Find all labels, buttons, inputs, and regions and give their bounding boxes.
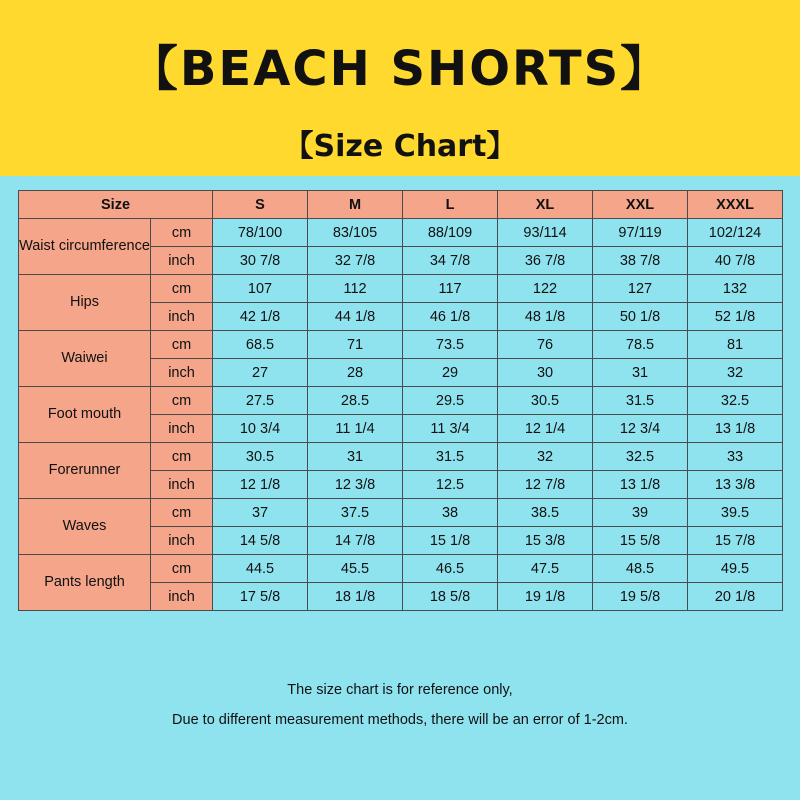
value-cell: 15 3/8 [498,527,593,555]
value-cell: 31.5 [403,443,498,471]
value-cell: 12 3/8 [308,471,403,499]
header-cell-size-s: S [213,191,308,219]
unit-cell-cm: cm [151,499,213,527]
value-cell: 45.5 [308,555,403,583]
value-cell: 18 1/8 [308,583,403,611]
value-cell: 39 [593,499,688,527]
unit-cell-inch: inch [151,247,213,275]
value-cell: 88/109 [403,219,498,247]
value-cell: 36 7/8 [498,247,593,275]
value-cell: 48 1/8 [498,303,593,331]
value-cell: 32 7/8 [308,247,403,275]
value-cell: 46.5 [403,555,498,583]
value-cell: 28.5 [308,387,403,415]
value-cell: 38 7/8 [593,247,688,275]
row-label-foot-mouth: Foot mouth [19,387,151,443]
value-cell: 37.5 [308,499,403,527]
value-cell: 48.5 [593,555,688,583]
value-cell: 12 1/4 [498,415,593,443]
value-cell: 14 5/8 [213,527,308,555]
unit-cell-inch: inch [151,583,213,611]
footer-line-1: The size chart is for reference only, [287,682,513,698]
page-title: 【BEACH SHORTS】 [129,41,671,97]
value-cell: 12 1/8 [213,471,308,499]
unit-cell-inch: inch [151,471,213,499]
header-banner [0,0,800,176]
value-cell: 31.5 [593,387,688,415]
value-cell: 13 1/8 [593,471,688,499]
value-cell: 10 3/4 [213,415,308,443]
value-cell: 17 5/8 [213,583,308,611]
table-row [19,219,783,247]
value-cell: 32 [688,359,783,387]
value-cell: 31 [593,359,688,387]
value-cell: 132 [688,275,783,303]
value-cell: 11 1/4 [308,415,403,443]
value-cell: 44 1/8 [308,303,403,331]
table-row [19,499,783,527]
value-cell: 52 1/8 [688,303,783,331]
table-row [19,331,783,359]
table-header-row [19,191,783,219]
row-label-pants-length: Pants length [19,555,151,611]
value-cell: 34 7/8 [403,247,498,275]
value-cell: 12 3/4 [593,415,688,443]
header-cell-size-xl: XL [498,191,593,219]
value-cell: 14 7/8 [308,527,403,555]
value-cell: 29 [403,359,498,387]
value-cell: 68.5 [213,331,308,359]
value-cell: 13 3/8 [688,471,783,499]
header-cell-size-m: M [308,191,403,219]
row-label-waist-circumference: Waist circumference [19,219,151,275]
unit-cell-inch: inch [151,303,213,331]
value-cell: 30 [498,359,593,387]
value-cell: 15 1/8 [403,527,498,555]
value-cell: 32 [498,443,593,471]
header-cell-size-xxxl: XXXL [688,191,783,219]
unit-cell-cm: cm [151,443,213,471]
value-cell: 107 [213,275,308,303]
value-cell: 40 7/8 [688,247,783,275]
footer-note [0,680,800,740]
value-cell: 27 [213,359,308,387]
value-cell: 47.5 [498,555,593,583]
value-cell: 44.5 [213,555,308,583]
unit-cell-cm: cm [151,219,213,247]
value-cell: 12.5 [403,471,498,499]
value-cell: 122 [498,275,593,303]
value-cell: 30 7/8 [213,247,308,275]
value-cell: 38 [403,499,498,527]
unit-cell-inch: inch [151,415,213,443]
value-cell: 38.5 [498,499,593,527]
value-cell: 18 5/8 [403,583,498,611]
unit-cell-inch: inch [151,527,213,555]
size-chart-table-wrapper [18,190,782,611]
value-cell: 11 3/4 [403,415,498,443]
page-subtitle: 【Size Chart】 [283,129,517,164]
value-cell: 112 [308,275,403,303]
value-cell: 71 [308,331,403,359]
header-cell-size: Size [19,191,213,219]
value-cell: 46 1/8 [403,303,498,331]
value-cell: 15 7/8 [688,527,783,555]
value-cell: 97/119 [593,219,688,247]
unit-cell-cm: cm [151,275,213,303]
value-cell: 49.5 [688,555,783,583]
value-cell: 30.5 [498,387,593,415]
value-cell: 13 1/8 [688,415,783,443]
value-cell: 32.5 [593,443,688,471]
unit-cell-inch: inch [151,359,213,387]
value-cell: 93/114 [498,219,593,247]
value-cell: 127 [593,275,688,303]
value-cell: 31 [308,443,403,471]
value-cell: 37 [213,499,308,527]
value-cell: 32.5 [688,387,783,415]
table-row [19,275,783,303]
value-cell: 12 7/8 [498,471,593,499]
value-cell: 50 1/8 [593,303,688,331]
value-cell: 30.5 [213,443,308,471]
value-cell: 42 1/8 [213,303,308,331]
table-row [19,555,783,583]
value-cell: 20 1/8 [688,583,783,611]
row-label-forerunner: Forerunner [19,443,151,499]
value-cell: 76 [498,331,593,359]
value-cell: 29.5 [403,387,498,415]
header-cell-size-xxl: XXL [593,191,688,219]
value-cell: 19 5/8 [593,583,688,611]
table-row [19,443,783,471]
row-label-waiwei: Waiwei [19,331,151,387]
value-cell: 78/100 [213,219,308,247]
size-chart-table [18,190,783,611]
value-cell: 33 [688,443,783,471]
value-cell: 28 [308,359,403,387]
value-cell: 102/124 [688,219,783,247]
header-cell-size-l: L [403,191,498,219]
unit-cell-cm: cm [151,555,213,583]
footer-line-2: Due to different measurement methods, there will be an error of 1-2cm. [172,711,628,728]
value-cell: 27.5 [213,387,308,415]
value-cell: 78.5 [593,331,688,359]
value-cell: 83/105 [308,219,403,247]
row-label-hips: Hips [19,275,151,331]
unit-cell-cm: cm [151,387,213,415]
table-row [19,387,783,415]
value-cell: 81 [688,331,783,359]
value-cell: 39.5 [688,499,783,527]
value-cell: 19 1/8 [498,583,593,611]
value-cell: 73.5 [403,331,498,359]
unit-cell-cm: cm [151,331,213,359]
value-cell: 117 [403,275,498,303]
value-cell: 15 5/8 [593,527,688,555]
row-label-waves: Waves [19,499,151,555]
